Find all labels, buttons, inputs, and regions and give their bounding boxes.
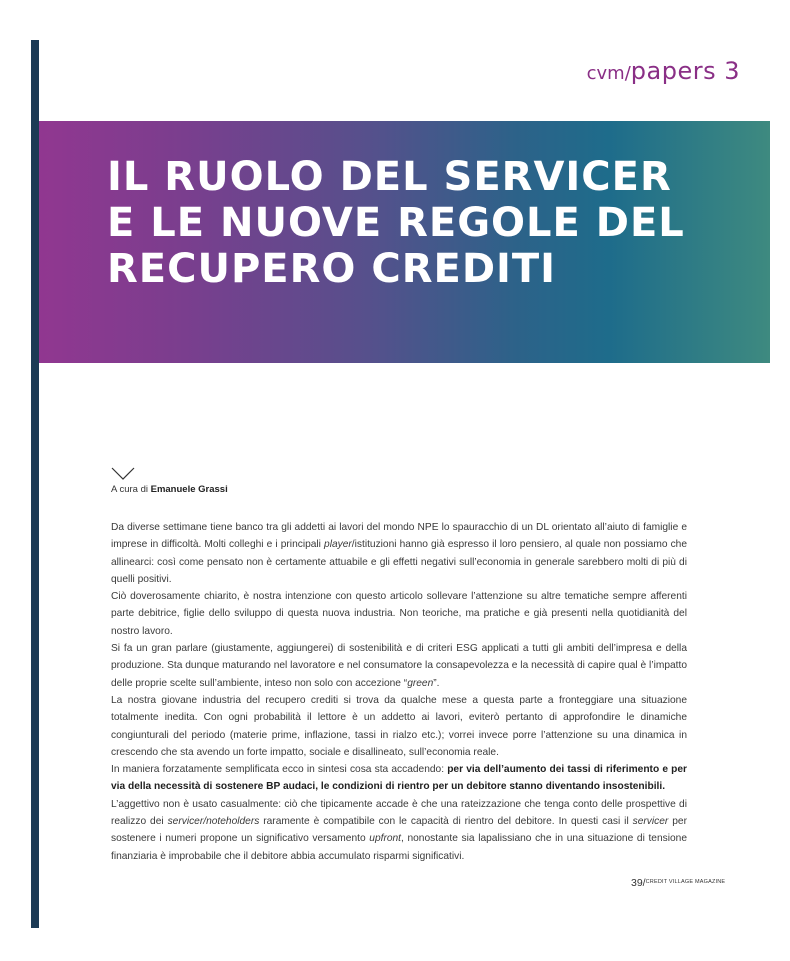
paragraph: L’aggettivo non è usato casualmente: ciò che tipicamente accade è che una rateizzazione che tenga conto delle prospettive di realizzo dei servicer/noteholders raramente è compatibile con le capacità di rientro del debitore. In questi casi il servicer per sostenere i numeri propone un significativo versamento upfront, nonostante sia lapalissiano che in una situazione di tensione finanziaria è improbabile che il debitore abbia accumulato risparmi significativi. [111,798,687,862]
paragraph: La nostra giovane industria del recupero crediti si trova da qualche mese a questa parte a fronteggiare una situazione totalmente inedita. Con ogni probabilità il lettore è un addetto ai lavori, eviterò pertanto di approfondire le dinamiche congiunturali del periodo (materie prime, inflazione, tassi in rialzo etc.); vorrei invece porre l’attenzione su una dinamica in crescendo che sta avendo un forte impatto, sociale e disallineato, sull’economia reale. [111,694,687,758]
article-title-line: E LE NUOVE REGOLE DEL [107,200,685,246]
highlighted-statement: per via dell’aumento dei tassi di riferimento e per via della necessità di sostenere BP audaci, le condizioni di rientro per un debitore stanno diventando insostenibili. [111,764,687,793]
paragraph: Si fa un gran parlare (giustamente, aggiungerei) di sostenibilità e di criteri ESG applicati a tutti gli ambiti dell’impresa e della produzione. Sta dunque maturando nel lavoratore e nel consumatore la consapevolezza e la necessità di capire qual è l’impatto delle proprie scelte sull’ambiente, inteso non solo con accezione “green”. [111,643,687,689]
title-banner [39,121,770,363]
byline-prefix: A cura di [111,484,148,495]
paragraph: Ciò doverosamente chiarito, è nostra intenzione con questo articolo sollevare l’attenzione su altre tematiche sempre afferenti parte debitrice, figlie dello sviluppo di questa nuova industria. Non teoriche, ma pratiche e già presenti nella quotidianità del nostro lavoro. [111,591,687,637]
left-accent-bar [31,40,39,928]
article-title [107,154,747,292]
page-number: 39/ [631,877,646,889]
byline-author: Emanuele Grassi [150,484,228,495]
article-body [111,519,687,865]
magazine-name: CREDIT VILLAGE MAGAZINE [645,879,726,885]
article-title-line: IL RUOLO DEL SERVICER [107,154,672,200]
byline [111,484,228,495]
section-tag-main: papers 3 [630,57,740,85]
section-tag-prefix: cvm/ [586,63,631,84]
page-footer [631,873,725,891]
paragraph: In maniera forzatamente semplificata ecco in sintesi cosa sta accadendo: per via dell’aumento dei tassi di riferimento e per via della necessità di sostenere BP audaci, le condizioni di rientro per un debitore stanno diventando insostenibili. [111,764,687,793]
section-tag [587,57,740,85]
paragraph: Da diverse settimane tiene banco tra gli addetti ai lavori del mondo NPE lo spauracchio di un DL orientato all’aiuto di famiglie e imprese in difficoltà. Molti colleghi e i principali player/istituzioni hanno già espresso il loro pensiero, al quale non possiamo che allinearci: così come pensato non è certamente attuabile e gli effetti negativi sull’economia in generale sarebbero molti di più di quelli positivi. [111,522,688,585]
chevron-down-icon [111,467,135,481]
article-title-line: RECUPERO CREDITI [107,246,557,292]
